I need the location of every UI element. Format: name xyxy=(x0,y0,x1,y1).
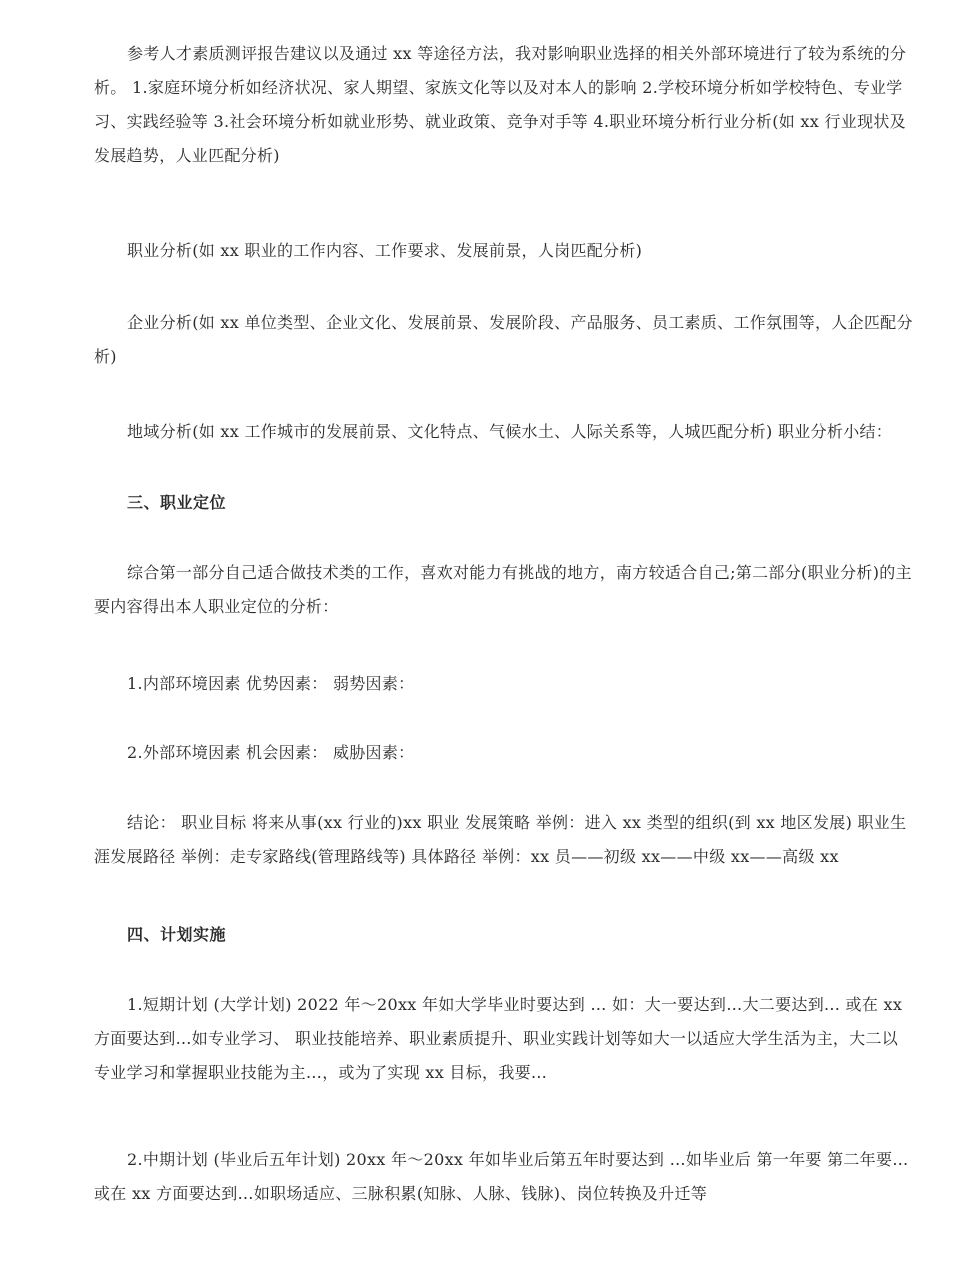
paragraph-career-analysis: 职业分析(如 xx 职业的工作内容、工作要求、发展前景，人岗匹配分析) xyxy=(127,241,643,260)
section-heading-career-positioning: 三、职业定位 xyxy=(127,493,227,512)
paragraph-enterprise-analysis: 企业分析(如 xx 单位类型、企业文化、发展前景、发展阶段、产品服务、员工素质、工作氛围等，人企匹配分析) xyxy=(94,313,913,366)
paragraph-external-factors: 2.外部环境因素 机会因素： 威胁因素： xyxy=(127,743,415,762)
paragraph-conclusion: 结论： 职业目标 将来从事(xx 行业的)xx 职业 发展策略 举例：进入 xx 类型的组织(到 xx 地区发展) 职业生涯发展路径 举例：走专家路线(管理路线等) 具体路径 举例：xx 员——初级 xx——中级 xx——高级 xx xyxy=(94,813,907,866)
paragraph-external-environment: 参考人才素质测评报告建议以及通过 xx 等途径方法，我对影响职业选择的相关外部环境进行了较为系统的分析。 1.家庭环境分析如经济状况、家人期望、家族文化等以及对本人的影响 2.学校环境分析如学校特色、专业学习、实践经验等 3.社会环境分析如就业形势、就业政策、竞争对手等 4.职业环境分析行业分析(如 xx 行业现状及发展趋势，人业匹配分析) xyxy=(94,44,907,165)
paragraph-internal-factors: 1.内部环境因素 优势因素： 弱势因素： xyxy=(127,674,415,693)
paragraph-mid-term-plan: 2.中期计划 (毕业后五年计划) 20xx 年～20xx 年如毕业后第五年时要达到 …如毕业后 第一年要 第二年要…或在 xx 方面要达到…如职场适应、三脉积累(知脉、人脉、钱脉)、岗位转换及升迁等 xyxy=(94,1150,909,1203)
paragraph-short-term-plan: 1.短期计划 (大学计划) 2022 年～20xx 年如大学毕业时要达到 … 如：大一要达到…大二要达到... 或在 xx 方面要达到…如专业学习、 职业技能培养、职业素质提升、职业实践计划等如大一以适应大学生活为主，大二以专业学习和掌握职业技能为主…，或为了实现 xx 目标，我要… xyxy=(94,995,903,1082)
section-heading-plan-implementation: 四、计划实施 xyxy=(127,925,227,944)
paragraph-positioning-summary: 综合第一部分自己适合做技术类的工作，喜欢对能力有挑战的地方，南方较适合自己;第二部分(职业分析)的主要内容得出本人职业定位的分析： xyxy=(94,563,912,616)
paragraph-region-analysis: 地域分析(如 xx 工作城市的发展前景、文化特点、气候水土、人际关系等，人城匹配分析) 职业分析小结： xyxy=(127,422,893,441)
